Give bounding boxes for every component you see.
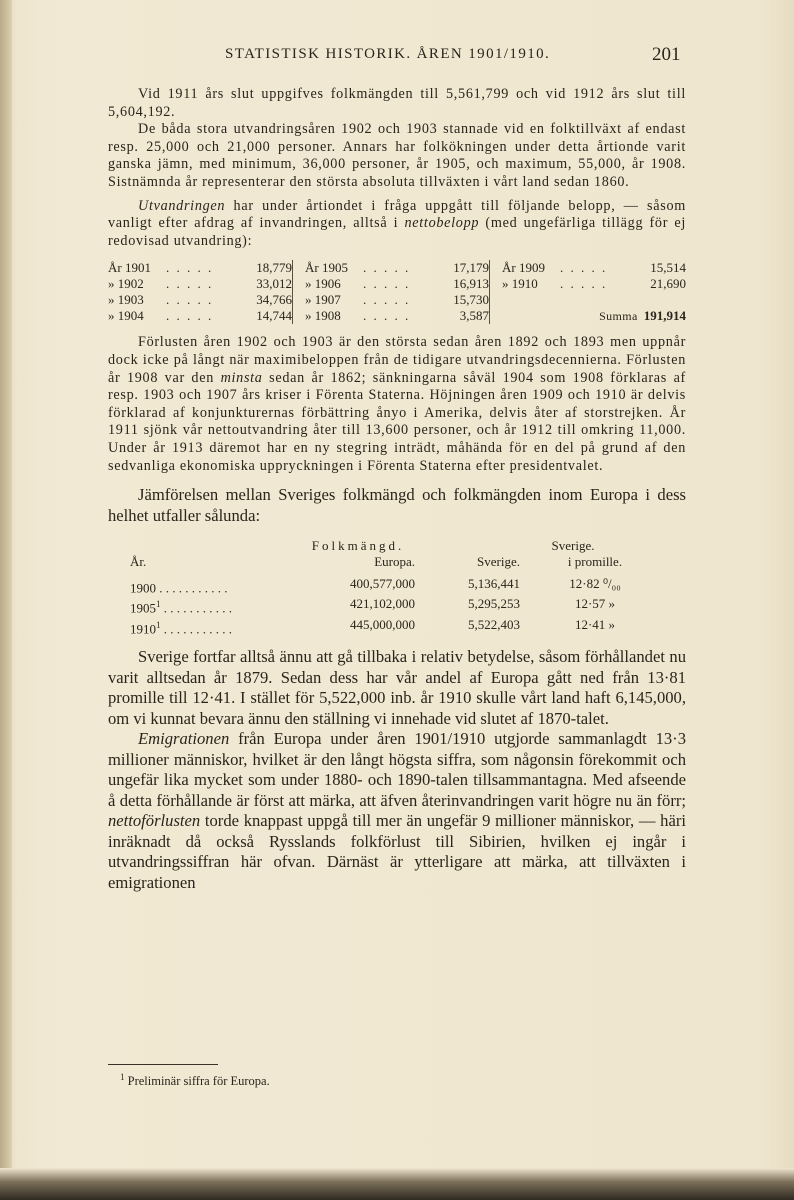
footnote-rule	[108, 1064, 218, 1065]
table-row: » 1907 . . . . . 15,730	[305, 292, 489, 308]
table-row: » 1902 . . . . . 33,012	[108, 276, 292, 292]
footnote: $^1$ Preliminär siffra för Europa.	[120, 1072, 270, 1089]
table-row: » 1910 . . . . . 21,690	[502, 276, 686, 292]
emigration-col-3	[489, 260, 686, 324]
table-row: 1900 . . . . . . . . . . . 400,577,000 5,136,441 12·82 ⁰/₀₀	[130, 576, 621, 596]
table-row: » 1908 . . . . . 3,587	[305, 308, 489, 324]
table-row: » 1904 . . . . . 14,744	[108, 308, 292, 324]
population-table-subheader: År. Europa. Sverige. i promille.	[130, 554, 623, 570]
paragraph-jamforelsen: Jämförelsen mellan Sveriges folkmängd och folkmängden inom Europa i dess helhet utfaller sålunda:	[108, 485, 686, 525]
paragraph-emigration-years: De båda stora utvandringsåren 1902 och 1903 stannade vid en folktillväxt af endast resp. 25,000 och 21,000 personer. Annars har folkökningen under detta årtionde varit ganska jämn, med minimum, 36,000 personer, år 1905, och maximum, 55,000, år 1908. Sistnämnda år representerar den största absoluta tillväxten i vårt land sedan 1860.	[108, 121, 686, 190]
population-table-header: Folkmängd. Sverige.	[311, 538, 595, 554]
running-head	[0, 44, 794, 70]
paragraph-emigrationen: Emigrationen från Europa under åren 1901/1910 utgjorde sammanlagdt 13·3 millioner människor, hvilket är den långt högsta siffra, som någonsin förekommit och ungefär lika mycket som under 1880- och 1890-talen tillsammantagna. Med afseende å detta förhållande är först att märka, att äfven återinvandringen varit högre nu än förr; nettoförlusten torde knappast uppgå till mer än ungefär 9 millioner människor, — häri inräknadt då också Rysslands folkförlust till Sibirien, hvilken ej ingår i utvandringssiffran här ofvan. Därnäst är ytterligare att märka, att tillväxten i emigrationen	[108, 729, 686, 892]
table-row: 1910$^1$ . . . . . . . . . . . 445,000,000 5,522,403 12·41 »	[130, 616, 616, 637]
page-body	[108, 86, 686, 893]
table-row: » 1906 . . . . . 16,913	[305, 276, 489, 292]
emigration-col-1	[108, 260, 292, 324]
table-row: » 1903 . . . . . 34,766	[108, 292, 292, 308]
page-gutter	[0, 0, 12, 1200]
page-number: 201	[652, 44, 681, 65]
table-row: År 1909 . . . . . 15,514	[502, 260, 686, 276]
table-row: År 1901 . . . . . 18,779	[108, 260, 292, 276]
paragraph-population-1911: Vid 1911 års slut uppgifves folkmängden till 5,561,799 och vid 1912 års slut till 5,604,192.	[108, 86, 686, 120]
page-bottom-shadow	[0, 1168, 794, 1200]
table-row: År 1905 . . . . . 17,179	[305, 260, 489, 276]
paragraph-utvandringen: Utvandringen har under årtiondet i fråga uppgått till följande belopp, — såsom vanligt efter afdrag af invandringen, alltså i nettobelopp (med ungefärliga tillägg för ej redovisad utvandring):	[108, 197, 686, 249]
paragraph-sverige-fortfar: Sverige fortfar alltså ännu att gå tillbaka i relativ betydelse, såsom förhållandet nu varit alltsedan år 1879. Sedan dess har vår andel af Europa gått ned från 13·81 promille till 12·41. I stället för 5,522,000 inb. år 1910 skulle vårt land haft 6,145,000, om vi kunnat bevara ännu den ställning vi innehade vid slutet af 1870-talet.	[108, 647, 686, 728]
emigration-table	[108, 260, 686, 324]
running-head-title: STATISTISK HISTORIK. ÅREN 1901/1910.	[225, 46, 551, 62]
emigration-col-2	[292, 260, 489, 324]
population-table	[108, 538, 686, 637]
paragraph-forlusten: Förlusten åren 1902 och 1903 är den största sedan åren 1892 och 1893 men uppnår dock icke på långt när maximibeloppen från de tidigare utvandringsdecennierna. Förlusten år 1908 var den minsta sedan år 1862; sänkningarna såväl 1904 som 1908 förklaras af resp. 1903 och 1907 års kriser i Förenta Staterna. Höjningen åren 1909 och 1910 är delvis förklarad af konjunkturernas förbättring ånyo i Amerika, delvis åter af storstrejken. År 1911 sjönk vår nettoutvandring åter till 13,600 personer, och år 1912 till omkring 11,000. Under år 1913 däremot har en ny stegring inträdt, måhända för en del på grund af den sedvanliga ekonomiska uppryckningen i Förenta Staterna efter presidentvalet.	[108, 334, 686, 474]
emigration-total: Summa 191,914	[599, 308, 686, 324]
table-row: 1905$^1$ . . . . . . . . . . . 421,102,000 5,295,253 12·57 »	[130, 596, 616, 616]
